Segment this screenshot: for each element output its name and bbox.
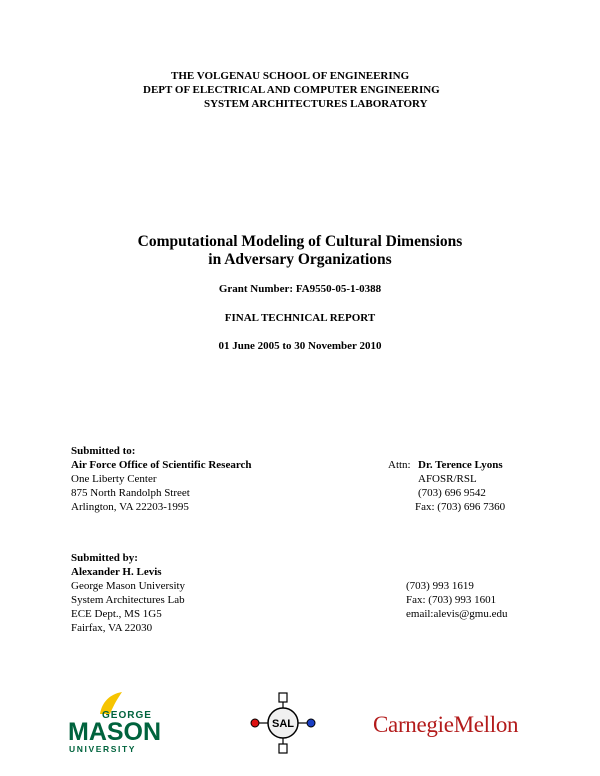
submitter-address-line-2: System Architectures Lab	[71, 594, 185, 606]
attention-office: AFOSR/RSL	[418, 473, 477, 485]
recipient-address-line-1: One Liberty Center	[71, 473, 157, 485]
gmu-university-text: UNIVERSITY	[69, 744, 137, 754]
school-name: THE VOLGENAU SCHOOL OF ENGINEERING	[171, 70, 410, 82]
attention-name: Dr. Terence Lyons	[418, 459, 503, 471]
gmu-george-text: GEORGE	[102, 710, 152, 721]
recipient-phone: (703) 696 9542	[418, 487, 486, 499]
sal-text: SAL	[272, 718, 294, 730]
department-name: DEPT OF ELECTRICAL AND COMPUTER ENGINEERING	[143, 84, 440, 96]
sal-blue-node-icon	[307, 719, 315, 727]
george-mason-logo	[66, 688, 162, 756]
report-period: 01 June 2005 to 30 November 2010	[218, 340, 382, 352]
report-type: FINAL TECHNICAL REPORT	[224, 312, 376, 324]
sal-logo	[246, 692, 320, 754]
submitter-address-line-1: George Mason University	[71, 580, 186, 592]
gmu-mason-text: MASON	[68, 718, 162, 746]
report-title-line-2: in Adversary Organizations	[208, 251, 392, 268]
submitter-fax: Fax: (703) 993 1601	[406, 594, 497, 606]
recipient-organization: Air Force Office of Scientific Research	[71, 459, 252, 471]
submitter-email: email:alevis@gmu.edu	[406, 608, 508, 620]
submitted-by-heading: Submitted by:	[71, 552, 138, 564]
carnegie-mellon-logo: CarnegieMellon	[373, 712, 519, 737]
grant-number: Grant Number: FA9550-05-1-0388	[218, 283, 382, 295]
submitter-name: Alexander H. Levis	[71, 566, 162, 578]
report-title-line-1: Computational Modeling of Cultural Dimensions	[137, 233, 463, 250]
submitter-phone: (703) 993 1619	[406, 580, 474, 592]
submitter-address-line-4: Fairfax, VA 22030	[71, 622, 153, 634]
submitter-address-line-3: ECE Dept., MS 1G5	[71, 608, 162, 620]
recipient-address-line-2: 875 North Randolph Street	[71, 487, 190, 499]
recipient-fax: Fax: (703) 696 7360	[415, 501, 506, 513]
submitted-to-heading: Submitted to:	[71, 445, 136, 457]
attention-label: Attn:	[388, 459, 411, 471]
recipient-address-line-3: Arlington, VA 22203-1995	[71, 501, 189, 513]
lab-name: SYSTEM ARCHITECTURES LABORATORY	[204, 98, 428, 110]
sal-red-node-icon	[251, 719, 259, 727]
